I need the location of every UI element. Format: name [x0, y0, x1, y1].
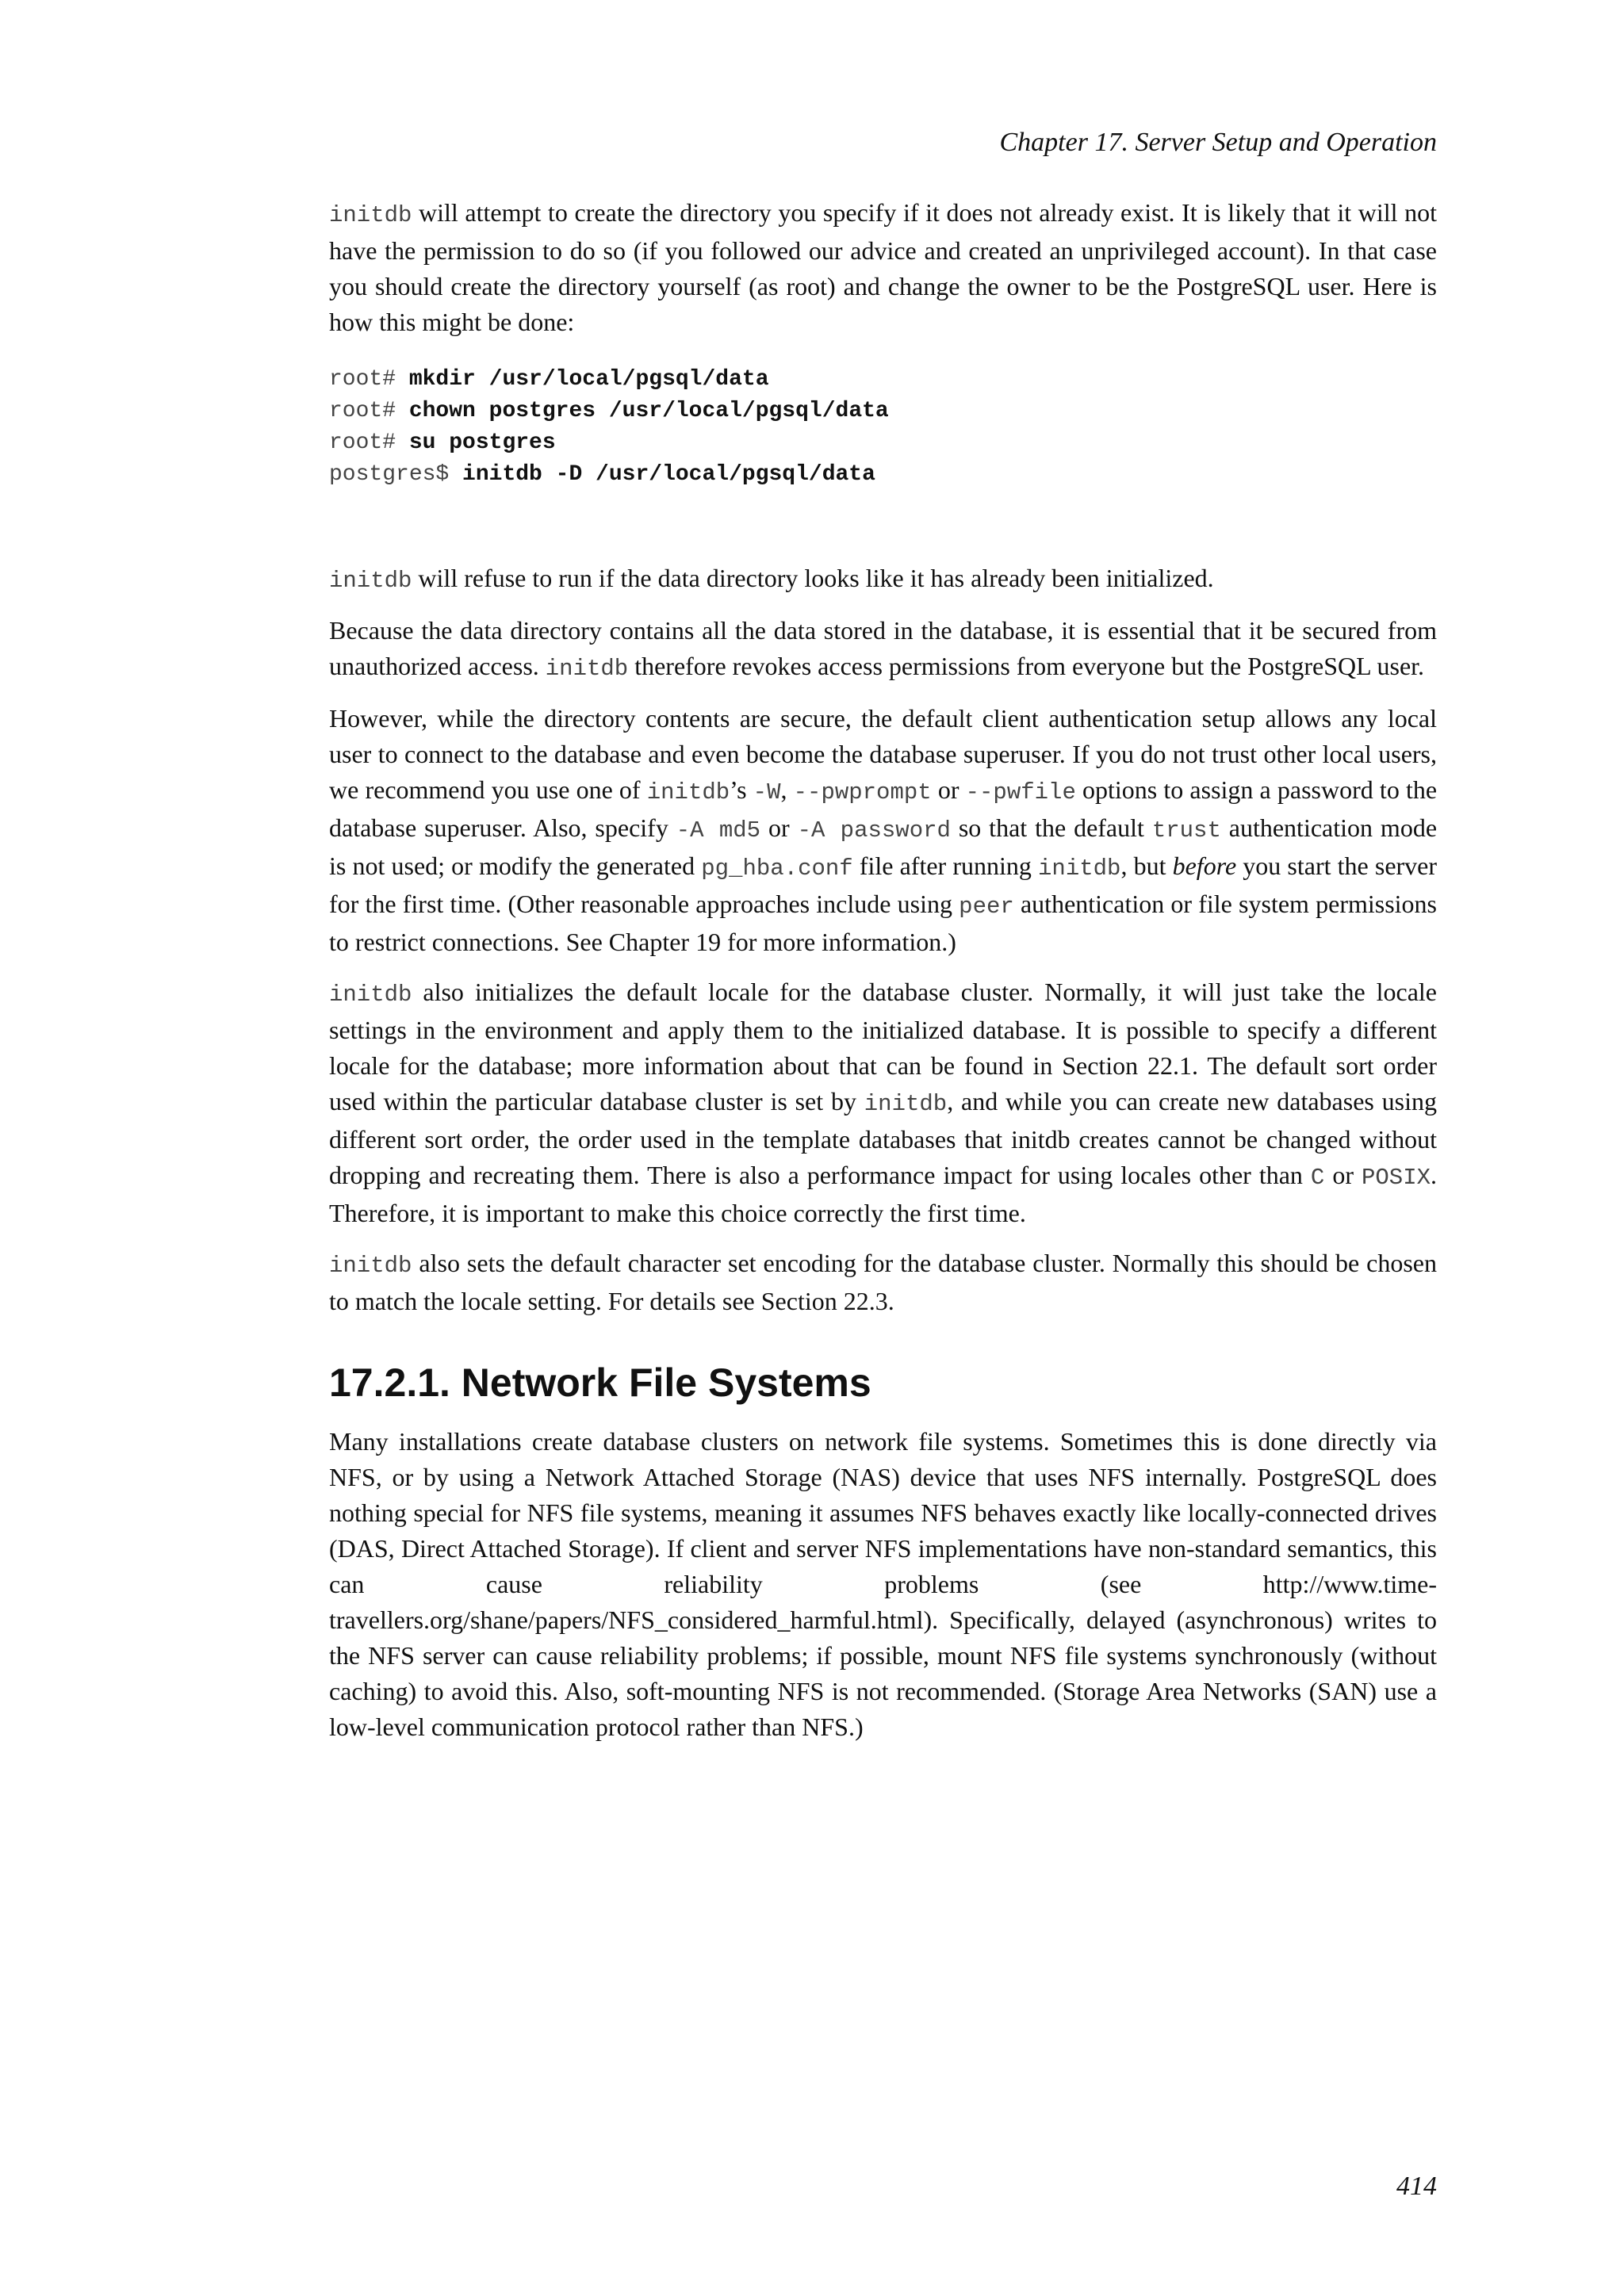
inline-code: initdb [1038, 855, 1121, 882]
inline-code: initdb [329, 982, 412, 1008]
inline-code: --pwfile [965, 779, 1076, 806]
command-line [329, 364, 1437, 396]
paragraph-data-directory-security: Because the data directory contains all the data stored in the database, it is essential that it be secured from unauthorized access. initdb therefore revokes access permissions from everyone but the PostgreSQL user. [329, 616, 1437, 682]
page-body [329, 195, 1437, 1759]
inline-code: peer [959, 894, 1014, 920]
emphasis: before [1172, 851, 1237, 880]
shell-command: chown postgres /usr/local/pgsql/data [408, 399, 889, 423]
inline-code: initdb [329, 1253, 412, 1279]
section-heading: 17.2.1. Network File Systems [329, 1360, 871, 1405]
paragraph-client-authentication: However, while the directory contents are secure, the default client authentication setup allows any local user to connect to the database and even become the database superuser. If you do not trust other local users, we recommend you use one of initdb’s -W, --pwprompt or --pwfile options to assign a password to the database superuser. Also, specify -A md5 or -A password so that the default trust authentication mode is not used; or modify the generated pg_hba.conf file after running initdb, but before you start the server for the first time. (Other reasonable approaches include using peer authentication or file system permissions to restrict connections. See Chapter 19 for more information.) [329, 704, 1438, 956]
spacer [329, 491, 1437, 561]
inline-code: trust [1151, 817, 1221, 844]
shell-command: mkdir /usr/local/pgsql/data [408, 367, 769, 392]
inline-code: initdb [329, 568, 412, 594]
inline-code: initdb [545, 656, 629, 682]
inline-code: --pwprompt [793, 779, 932, 806]
shell-command: su postgres [408, 430, 556, 455]
command-line [329, 396, 1437, 427]
command-example [329, 364, 1437, 491]
inline-code: initdb [864, 1091, 948, 1117]
paragraph-network-file-systems: Many installations create database clusters on network file systems. Sometimes this is done directly via NFS, or by using a Network Attached Storage (NAS) device that uses NFS internally. PostgreSQL does nothing special for NFS file systems, meaning it assumes NFS behaves exactly like locally-connected drives (DAS, Direct Attached Storage). If client and server NFS implementations have non-standard semantics, this can cause reliability problems (see http://www.time-travellers.org/shane/papers/NFS_considered_harmful.html). Specifically, delayed (asynchronous) writes to the NFS server can cause reliability problems; if possible, mount NFS file systems synchronously (without caching) to avoid this. Also, soft-mounting NFS is not recommended. (Storage Area Networks (SAN) use a low-level communication protocol rather than NFS.) [329, 1427, 1437, 1741]
shell-prompt: root# [329, 367, 409, 392]
shell-command: initdb -D /usr/local/pgsql/data [462, 462, 875, 487]
inline-code: -A md5 [676, 817, 761, 844]
command-line [329, 427, 1437, 459]
paragraph-locale: initdb also initializes the default locale for the database cluster. Normally, it will just take the locale settings in the environment and apply them to the initialized database. It is possible to specify a different locale for the database; more information about that can be found in Section 22.1. The default sort order used within the particular database cluster is set by initdb, and while you can create new databases using different sort order, the order used in the template databases that initdb creates cannot be changed without dropping and recreating them. There is also a performance impact for using locales other than C or POSIX. Therefore, it is important to make this choice correctly the first time. [329, 978, 1438, 1227]
page-number: 414 [1396, 2172, 1437, 2201]
paragraph-initdb-refuse: initdb will refuse to run if the data directory looks like it has already been initialized. [329, 564, 1214, 594]
inline-code: -A password [797, 817, 951, 844]
shell-prompt: root# [329, 430, 409, 455]
inline-code: C [1310, 1165, 1325, 1191]
paragraph-encoding: initdb also sets the default character set encoding for the database cluster. Normally this should be chosen to match the locale setting. For details see Section 22.3. [329, 1249, 1437, 1315]
shell-prompt: root# [329, 399, 409, 423]
paragraph-initdb-create-directory: initdb will attempt to create the directory you specify if it does not already exist. It is likely that it will not have the permission to do so (if you followed our advice and created an unprivileged account). In that case you should create the directory yourself (as root) and change the owner to be the PostgreSQL user. Here is how this might be done: [329, 198, 1437, 336]
shell-prompt: postgres$ [329, 462, 463, 487]
inline-code: initdb [646, 779, 730, 806]
inline-code: initdb [329, 202, 412, 228]
running-header: Chapter 17. Server Setup and Operation [999, 128, 1437, 157]
command-line [329, 459, 1437, 491]
inline-code: pg_hba.conf [701, 855, 853, 882]
inline-code: POSIX [1362, 1165, 1431, 1191]
inline-code: -W [753, 779, 781, 806]
